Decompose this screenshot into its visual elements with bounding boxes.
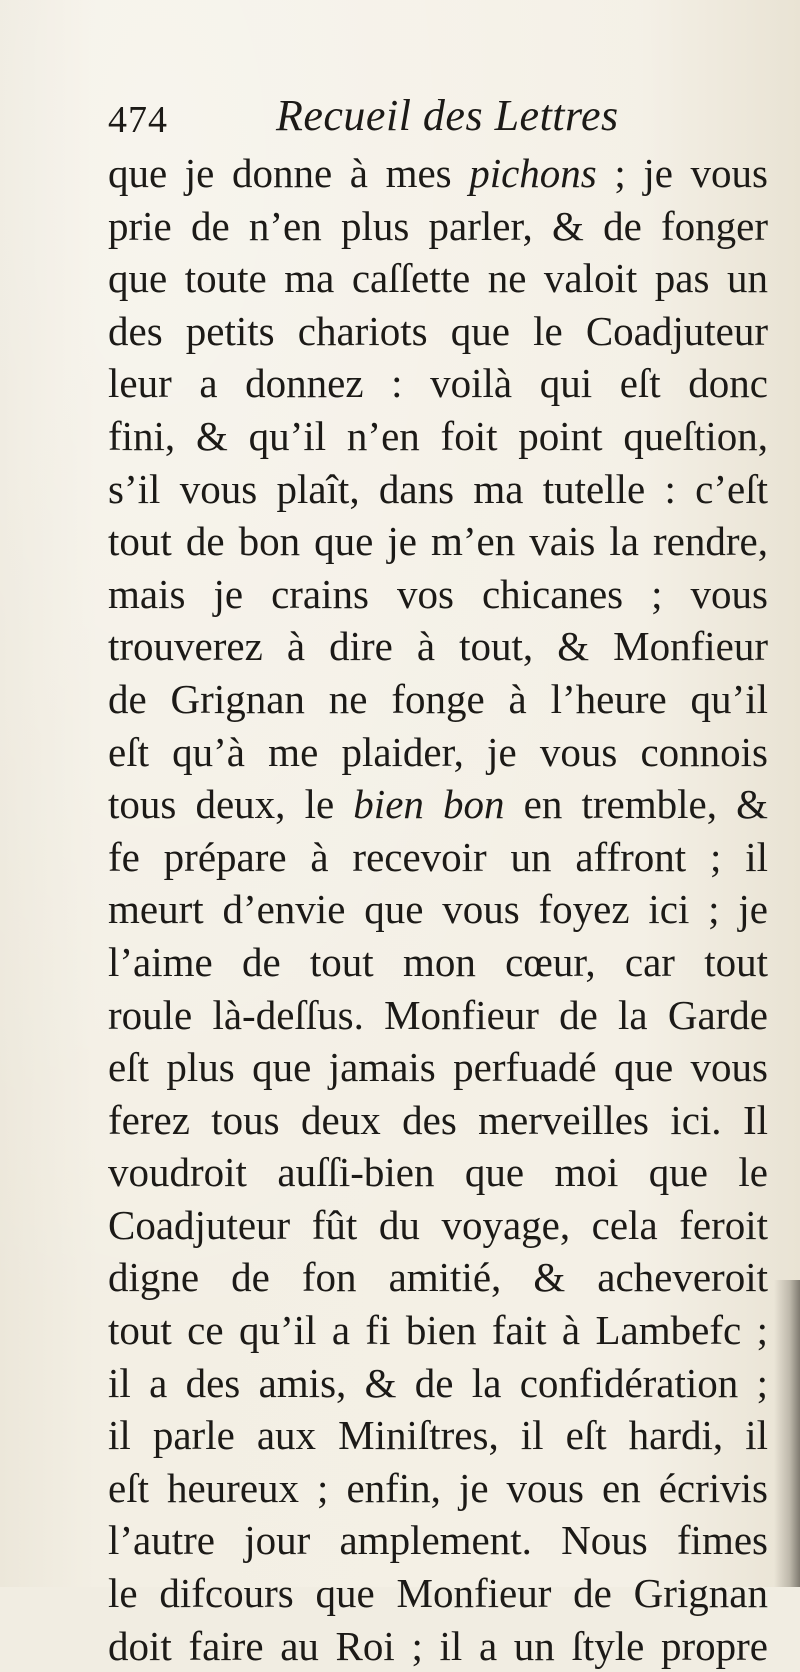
letter-body-text [108, 147, 768, 1672]
text-segment: que je donne à mes [108, 150, 470, 196]
text-segment: tous deux, le [108, 781, 354, 828]
text-segment: eſt plus que jamais perfuadé que vous [108, 1044, 768, 1091]
text-line [108, 726, 768, 779]
text-line [108, 1514, 768, 1567]
text-segment: des petits chariots que le Coadjuteur [108, 307, 768, 354]
text-segment: digne de fon amitié, & acheveroit [108, 1254, 768, 1301]
text-segment: prie de n’en plus parler, & de fonger [108, 202, 768, 249]
text-line [108, 1094, 768, 1147]
text-segment: eſt heureux ; enfin, je vous en écrivis [108, 1464, 768, 1511]
text-segment: l’aime de tout mon cœur, car tout [108, 938, 768, 985]
text-line [108, 200, 768, 253]
text-line [108, 1304, 768, 1357]
text-line [108, 147, 768, 200]
italic-text-segment: pichons [469, 150, 597, 196]
text-line [108, 357, 768, 410]
text-line [108, 1567, 768, 1620]
text-segment: il a des amis, & de la confidération ; [108, 1359, 768, 1406]
text-line [108, 1146, 768, 1199]
italic-text-segment: bien bon [353, 781, 505, 828]
page-header [108, 90, 748, 150]
text-line [108, 463, 768, 516]
text-line [108, 883, 768, 936]
text-segment: en tremble, & [504, 781, 769, 828]
text-segment: ; je vous [596, 150, 768, 196]
text-segment: Coadjuteur fût du voyage, cela feroit [108, 1201, 768, 1248]
text-line [108, 568, 768, 621]
text-segment: meurt d’envie que vous foyez ici ; je [108, 886, 768, 933]
text-line [108, 831, 768, 884]
text-line [108, 515, 768, 568]
text-segment: il parle aux Miniſtres, il eſt hardi, il [108, 1412, 768, 1459]
text-segment: doit faire au Roi ; il a un ſtyle propre [108, 1622, 768, 1669]
text-segment: tout ce qu’il a fi bien fait à Lambefc ; [108, 1307, 768, 1354]
text-segment: roule là-deſſus. Monfieur de la Garde [108, 991, 768, 1038]
text-line [108, 673, 768, 726]
text-segment: trouverez à dire à tout, & Monfieur [108, 623, 768, 670]
text-segment: le difcours que Monfieur de Grignan [108, 1570, 768, 1617]
text-line [108, 1251, 768, 1304]
text-line [108, 1041, 768, 1094]
text-line [108, 1620, 768, 1672]
text-segment: fe prépare à recevoir un affront ; il [108, 833, 768, 880]
text-line [108, 1409, 768, 1462]
text-segment: eſt qu’à me plaider, je vous connois [108, 728, 768, 775]
text-line [108, 1199, 768, 1252]
page-number: 474 [108, 99, 168, 141]
text-segment: mais je crains vos chicanes ; vous [108, 570, 768, 617]
page-edge-shadow [774, 1280, 800, 1587]
text-line [108, 936, 768, 989]
text-line [108, 1462, 768, 1515]
text-segment: que toute ma caſſette ne valoit pas un [108, 255, 768, 302]
text-line [108, 410, 768, 463]
text-line [108, 778, 768, 831]
text-segment: s’il vous plaît, dans ma tutelle : c’eſt [108, 465, 768, 512]
text-segment: voudroit auſſi-bien que moi que le [108, 1149, 768, 1196]
text-line [108, 305, 768, 358]
text-segment: de Grignan ne fonge à l’heure qu’il [108, 675, 768, 722]
running-title: Recueil des Lettres [276, 91, 619, 140]
text-line [108, 252, 768, 305]
text-line [108, 620, 768, 673]
text-line [108, 989, 768, 1042]
text-line [108, 1357, 768, 1410]
text-segment: fini, & qu’il n’en foit point queſtion, [108, 412, 768, 459]
text-segment: l’autre jour amplement. Nous fimes [108, 1517, 768, 1564]
text-segment: ferez tous deux des merveilles ici. Il [108, 1096, 768, 1143]
text-segment: tout de bon que je m’en vais la rendre, [108, 518, 768, 565]
text-segment: leur a donnez : voilà qui eſt donc [108, 360, 768, 407]
